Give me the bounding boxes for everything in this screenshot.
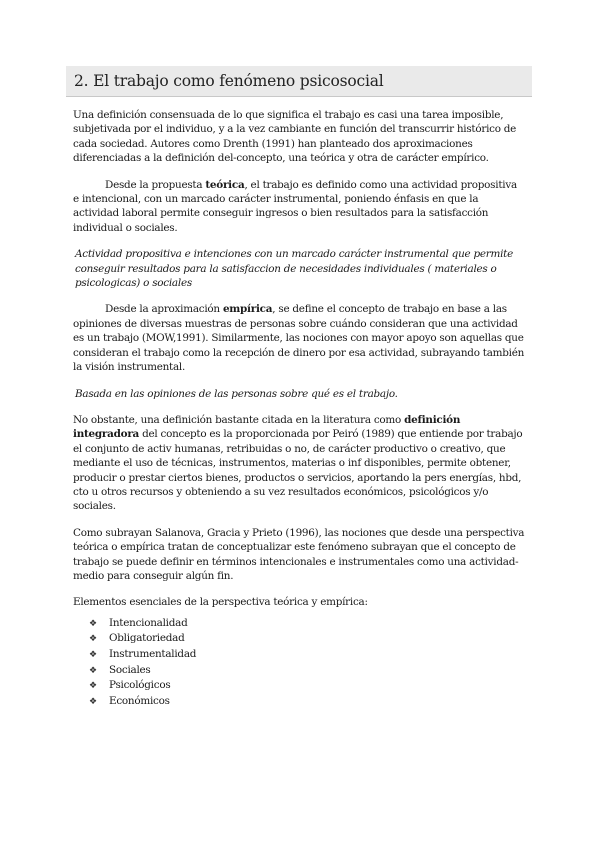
- list-item: ❖ Económicos: [89, 694, 525, 710]
- diamond-bullet-icon: ❖: [89, 649, 97, 660]
- intro-paragraph: Una definición consensuada de lo que significa el trabajo es casi una tarea imposible, subjetivada por el individuo, y a la vez cambiante en función del transcurrir histórico de cada sociedad. Autores como Drenth (1991) han planteado dos aproximaciones diferenciadas a la definición del-concepto, una teórica y otra de carácter empírico.: [73, 109, 517, 165]
- term-empirica: empírica: [222, 303, 273, 316]
- diamond-bullet-icon: ❖: [89, 618, 97, 629]
- elements-intro: Elementos esenciales de la perspectiva teórica y empírica:: [73, 596, 368, 609]
- theoretical-paragraph: Desde la propuesta teórica, el trabajo es definido como una actividad propositiva e intencional, con un marcado carácter instrumental, poniendo énfasis en que la actividad laboral permite conseguir ingresos o bien resultados para la satisfacción individual o sociales.: [73, 178, 517, 234]
- diamond-bullet-icon: ❖: [89, 634, 97, 645]
- list-item: ❖ Instrumentalidad: [89, 647, 525, 663]
- list-item: ❖ Obligatoriedad: [89, 631, 525, 647]
- empirical-summary: Basada en las opiniones de las personas sobre qué es el trabajo.: [75, 387, 398, 400]
- diamond-bullet-icon: ❖: [89, 696, 97, 707]
- section-heading-box: [66, 66, 532, 97]
- list-item: ❖ Sociales: [89, 663, 525, 679]
- term-definicion-integradora: definición integradora: [73, 413, 461, 441]
- list-item: ❖ Intencionalidad: [89, 616, 525, 632]
- diamond-bullet-icon: ❖: [89, 681, 97, 692]
- section-heading: 2. El trabajo como fenómeno psicosocial: [74, 72, 384, 90]
- term-teorica: teórica: [205, 178, 245, 191]
- list-item: ❖ Psicológicos: [89, 678, 525, 694]
- integrative-paragraph: No obstante, una definición bastante citada en la literatura como definición integradora del concepto es la proporcionada por Peiró (1989) que entiende por trabajo el conjunto de activ humanas, retribuidas o no, de carácter productivo o creativo, que mediante el uso de técnicas, instrumentos, materias o inf disponibles, permite obtener, producir o prestar ciertos bienes, productos o servicios, aportando la pers energías, hbd, cto u otros recursos y obteniendo a su vez resultados económicos, psicológicos y/o sociales.: [73, 413, 523, 513]
- empirical-paragraph: Desde la aproximación empírica, se define el concepto de trabajo en base a las opiniones de diversas muestras de personas sobre cuándo consideran que una actividad es un trabajo (MOW,1991). Similarmente, las nociones con mayor apoyo son aquellas que consideran el trabajo como la recepción de dinero por esa actividad, subrayando también la visión instrumental.: [73, 303, 525, 374]
- theoretical-summary: Actividad propositiva e intenciones con un marcado carácter instrumental que permite conseguir resultados para la satisfaccion de necesidades individuales ( materiales o psicologicas) o sociales: [75, 248, 513, 290]
- diamond-bullet-icon: ❖: [89, 665, 97, 676]
- elements-list: [73, 616, 525, 710]
- salanova-paragraph: Como subrayan Salanova, Gracia y Prieto (1996), las nociones que desde una perspectiva teórica o empírica tratan de conceptualizar este fenómeno subrayan que el concepto de trabajo se puede definir en términos intencionales e instrumentales como una actividad-medio para conseguir algún fin.: [73, 526, 525, 582]
- document-body: [73, 108, 525, 709]
